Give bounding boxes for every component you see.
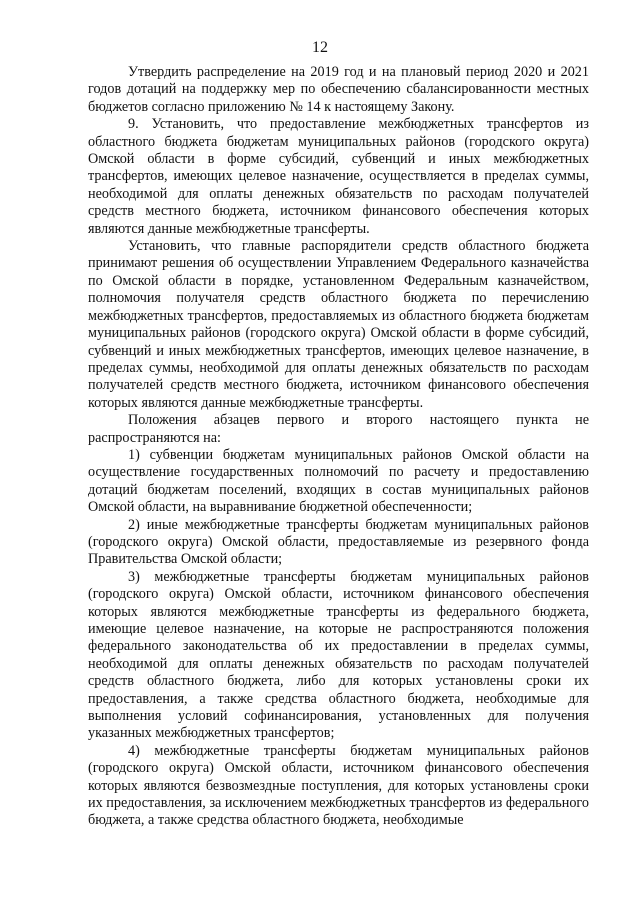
section-number: 9. [128, 116, 139, 133]
paragraph-main-administrators: Установить, что главные распорядители средств областного бюджета принимают решения об осуществлении Управлением Федерального казначейства по Омской области в порядке, установленном Федеральным казначейством, полномочия получателя средств областного бюджета по перечислению межбюджетных трансфертов, предоставляемых из областного бюджета бюджетам муниципальных районов (городского округа) Омской области в форме субсидий, субвенций и иных межбюджетных трансфертов, имеющих целевое назначение, в пределах суммы, необходимой для оплаты денежных обязательств по расходам получателей средств местного бюджета, источником финансового обеспечения которых являются данные межбюджетные трансферты. [88, 238, 589, 411]
paragraph-section-9 [88, 116, 589, 238]
list-item-2: 2) иные межбюджетные трансферты бюджетам муниципальных районов (городского округа) Омской области, предоставляемые из резервного фонда Правительства Омской области; [88, 516, 589, 568]
paragraph-approve-distribution: Утвердить распределение на 2019 год и на плановый период 2020 и 2021 годов дотаций на поддержку мер по обеспечению сбалансированности местных бюджетов согласно приложению № 14 к настоящему Закону. [88, 64, 589, 115]
list-item-4: 4) межбюджетные трансферты бюджетам муниципальных районов (городского округа) Омской области, источником финансового обеспечения которых являются безвозмездные поступления, для которых установлены сроки их предоставления, за исключением межбюджетных трансфертов из федерального бюджета, а также средства областного бюджета, необходимые [88, 742, 589, 829]
document-body [88, 64, 589, 830]
page-number: 12 [312, 39, 328, 56]
paragraph-exceptions-intro: Положения абзацев первого и второго настоящего пункта не распространяются на: [88, 412, 589, 446]
list-item-1: 1) субвенции бюджетам муниципальных районов Омской области на осуществление государственных полномочий по расчету и предоставлению дотаций бюджетам поселений, входящих в состав муниципальных районов Омской области, на выравнивание бюджетной обеспеченности; [88, 446, 589, 516]
list-item-3: 3) межбюджетные трансферты бюджетам муниципальных районов (городского округа) Омской области, источником финансового обеспечения которых являются межбюджетные трансферты из федерального бюджета, имеющие целевое назначение, на которые не распространяются положения федерального законодательства об их предоставлении в пределах суммы, необходимой для оплаты денежных обязательств по расходам получателей средств областного бюджета, либо для которых установлены сроки их предоставления, а также средства областного бюджета, необходимые для выполнения условий софинансирования, установленных для получения указанных межбюджетных трансфертов; [88, 568, 589, 742]
paragraph-section-9-text: Установить, что предоставление межбюджетных трансфертов из областного бюджета бюджетам муниципальных районов (городского округа) Омской области в форме субсидий, субвенций и иных межбюджетных трансфертов, имеющих целевое назначение, осуществляется в пределах суммы, необходимой для оплаты денежных обязательств по расходам получателей средств местного бюджета, источником финансового обеспечения которых являются данные межбюджетные трансферты. [88, 116, 589, 237]
